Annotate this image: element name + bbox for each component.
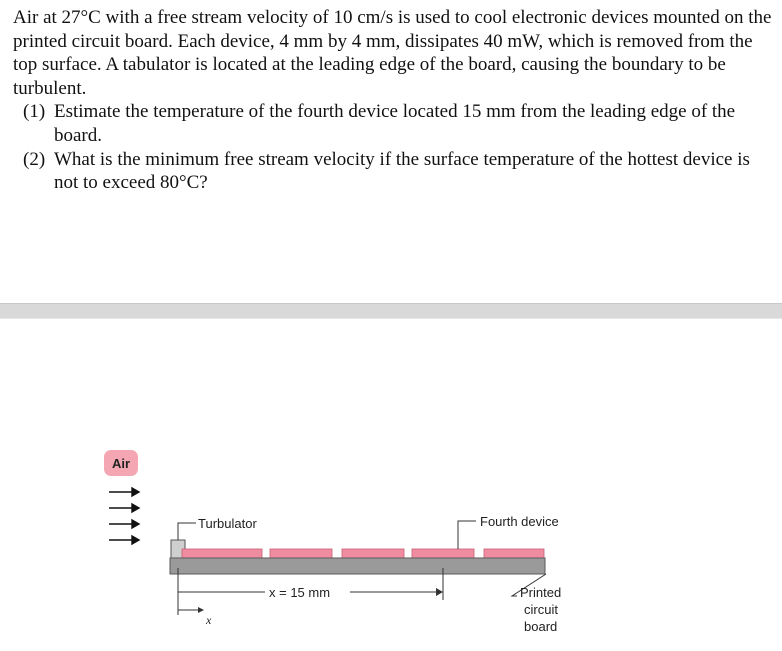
device-1 [182, 549, 262, 558]
problem-statement [13, 6, 773, 195]
question-2 [23, 148, 773, 195]
device-2 [270, 549, 332, 558]
fourth-device-leader [458, 521, 476, 549]
devices [182, 549, 544, 558]
device-5 [484, 549, 544, 558]
x-axis-label: x [206, 613, 212, 627]
question-number: (2) [23, 148, 46, 170]
turbulator-label: Turbulator [198, 516, 257, 531]
device-3 [342, 549, 404, 558]
question-text: Estimate the temperature of the fourth device located 15 mm from the leading edge of the board. [54, 101, 736, 146]
board-label-line2: circuit [524, 602, 558, 617]
question-1 [23, 100, 773, 147]
question-number: (1) [23, 101, 46, 123]
board-label-line3: board [524, 619, 558, 634]
air-label: Air [111, 456, 131, 471]
x-dimension-arrowhead [436, 588, 443, 596]
board-label-line1: Printed [520, 585, 562, 600]
flow-arrows [109, 488, 139, 544]
section-divider [0, 303, 782, 319]
figure-svg [60, 410, 760, 645]
circuit-board-figure [60, 410, 760, 645]
problem-intro: Air at 27°C with a free stream velocity of 10 cm/s is used to cool electronic devices mounted on the printed circuit board. Each device, 4 mm by 4 mm, dissipates 40 mW, which is removed from the top surface. A tabulator is located at the leading edge of the board, causing the boundary to be turbulent. [13, 7, 772, 99]
device-4 [412, 549, 474, 558]
fourth-device-label: Fourth device [480, 514, 559, 529]
x-distance-label: x = 15 mm [269, 585, 331, 600]
x-axis-arrowhead [198, 607, 204, 613]
circuit-board [170, 558, 545, 574]
question-text: What is the minimum free stream velocity if the surface temperature of the hottest device is not to exceed 80°C? [54, 148, 750, 194]
